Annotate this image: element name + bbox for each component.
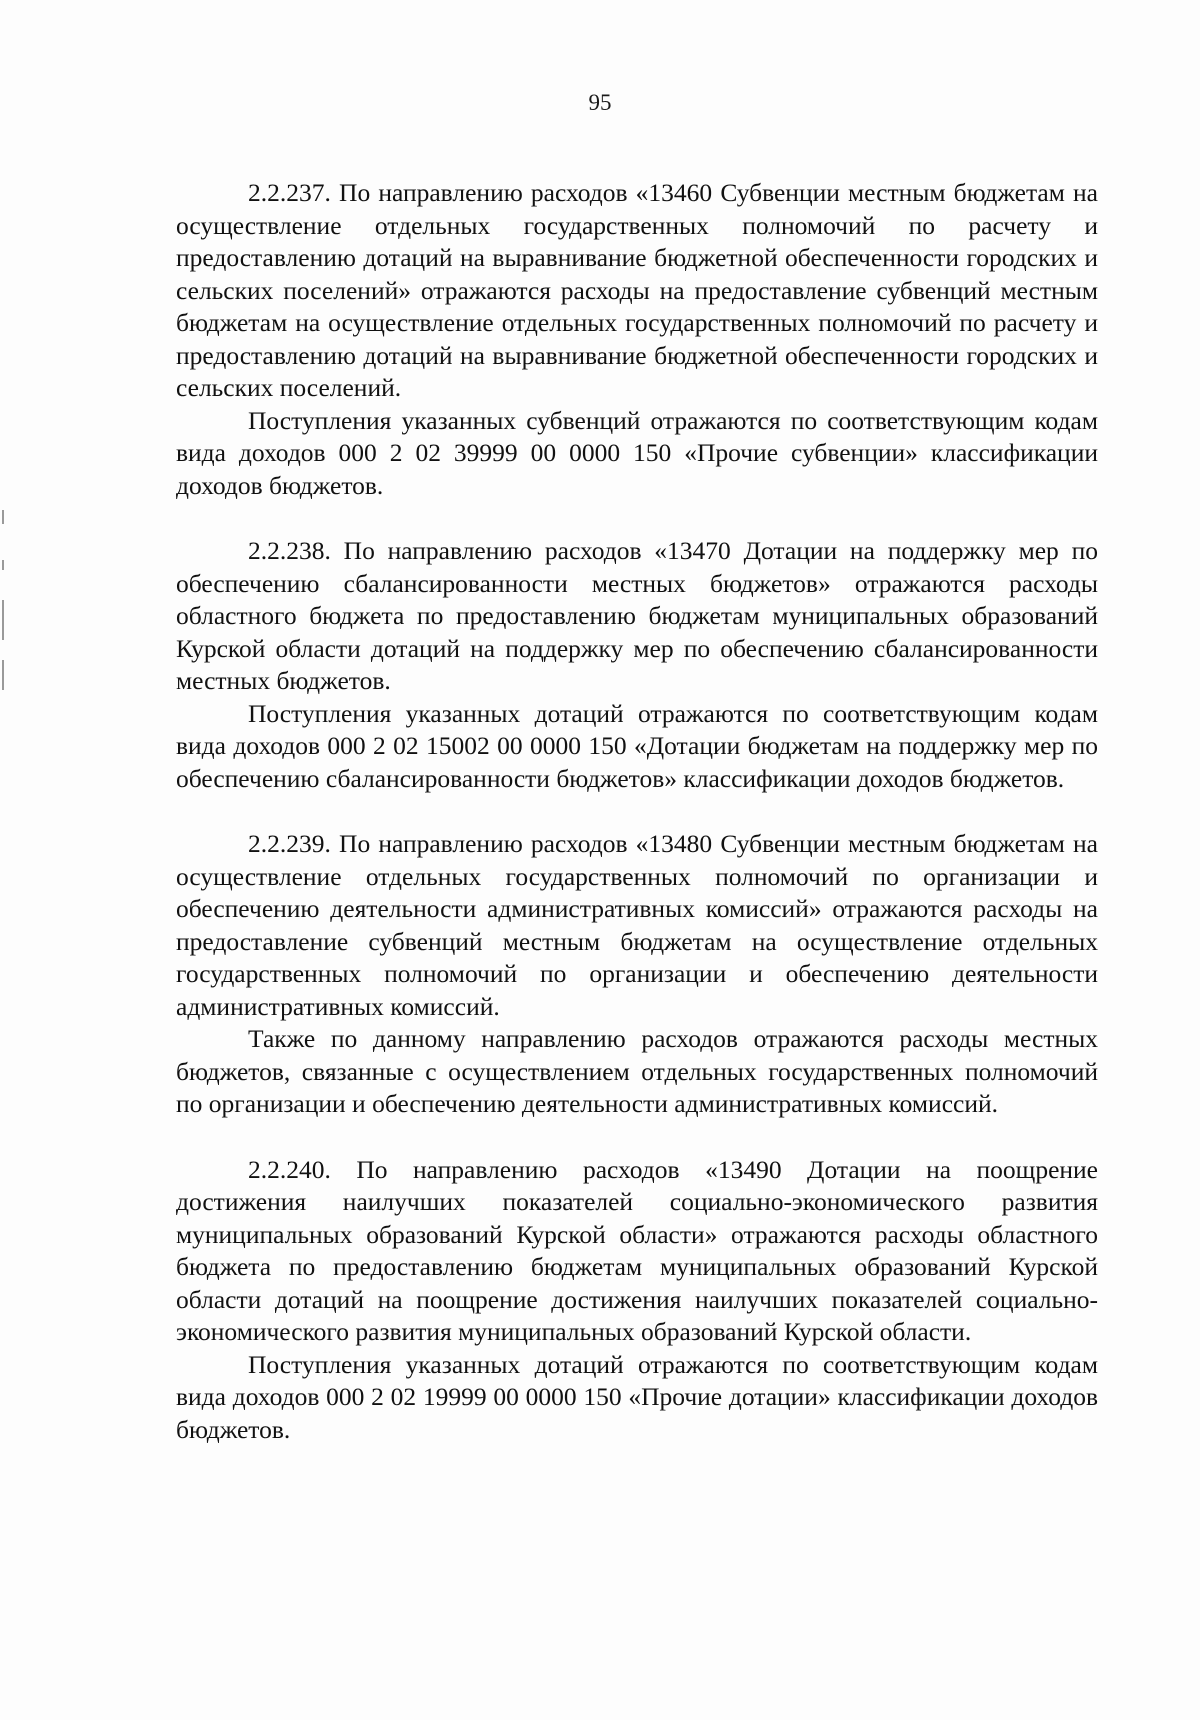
section-2-2-238 bbox=[176, 535, 1098, 795]
scan-artifact bbox=[2, 600, 4, 640]
paragraph: 2.2.239. По направлению расходов «13480 Субвенции местным бюджетам на осуществление отдельных государственных полномочий по организации и обеспечению деятельности административных комиссий» отражаются расходы на предоставление субвенций местным бюджетам на осуществление отдельных государственных полномочий по организации и обеспечению деятельности административных комиссий. bbox=[176, 829, 1098, 1021]
paragraph: Поступления указанных дотаций отражаются по соответствующим кодам вида доходов 000 2 02 15002 00 0000 150 «Дотации бюджетам на поддержку мер по обеспечению сбалансированности бюджетов» классификации доходов бюджетов. bbox=[176, 698, 1098, 793]
section-2-2-239 bbox=[176, 828, 1098, 1121]
paragraph: 2.2.237. По направлению расходов «13460 Субвенции местным бюджетам на осуществление отдельных государственных полномочий по расчету и предоставлению дотаций на выравнивание бюджетной обеспеченности городских и сельских поселений» отражаются расходы на предоставление субвенций местным бюджетам на осуществление отдельных государственных полномочий по расчету и предоставлению дотаций на выравнивание бюджетной обеспеченности городских и сельских поселений. bbox=[176, 178, 1098, 402]
section-spacer bbox=[176, 502, 1098, 535]
document-body bbox=[176, 177, 1098, 1446]
scan-artifact bbox=[2, 660, 4, 690]
section-2-2-240 bbox=[176, 1154, 1098, 1447]
paragraph: Также по данному направлению расходов отражаются расходы местных бюджетов, связанные с осуществлением отдельных государственных полномочий по организации и обеспечению деятельности административных комиссий. bbox=[176, 1024, 1098, 1118]
section-spacer bbox=[176, 795, 1098, 828]
scan-artifact bbox=[2, 560, 4, 570]
section-2-2-237 bbox=[176, 177, 1098, 502]
page-number: 95 bbox=[588, 90, 612, 115]
paragraph: 2.2.240. По направлению расходов «13490 Дотации на поощрение достижения наилучших показателей социально-экономического развития муниципальных образований Курской области» отражаются расходы областного бюджета по предоставлению бюджетам муниципальных образований Курской области дотаций на поощрение достижения наилучших показателей социально-экономического развития муниципальных образований Курской области. bbox=[176, 1154, 1098, 1346]
scan-artifact bbox=[2, 510, 4, 524]
section-spacer bbox=[176, 1121, 1098, 1154]
paragraph: Поступления указанных дотаций отражаются по соответствующим кодам вида доходов 000 2 02 19999 00 0000 150 «Прочие дотации» классификации доходов бюджетов. bbox=[176, 1349, 1098, 1444]
paragraph: 2.2.238. По направлению расходов «13470 Дотации на поддержку мер по обеспечению сбалансированности местных бюджетов» отражаются расходы областного бюджета по предоставлению бюджетам муниципальных образований Курской области дотаций на поддержку мер по обеспечению сбалансированности местных бюджетов. bbox=[176, 536, 1098, 695]
paragraph: Поступления указанных субвенций отражаются по соответствующим кодам вида доходов 000 2 02 39999 00 0000 150 «Прочие субвенции» классификации доходов бюджетов. bbox=[176, 405, 1098, 500]
